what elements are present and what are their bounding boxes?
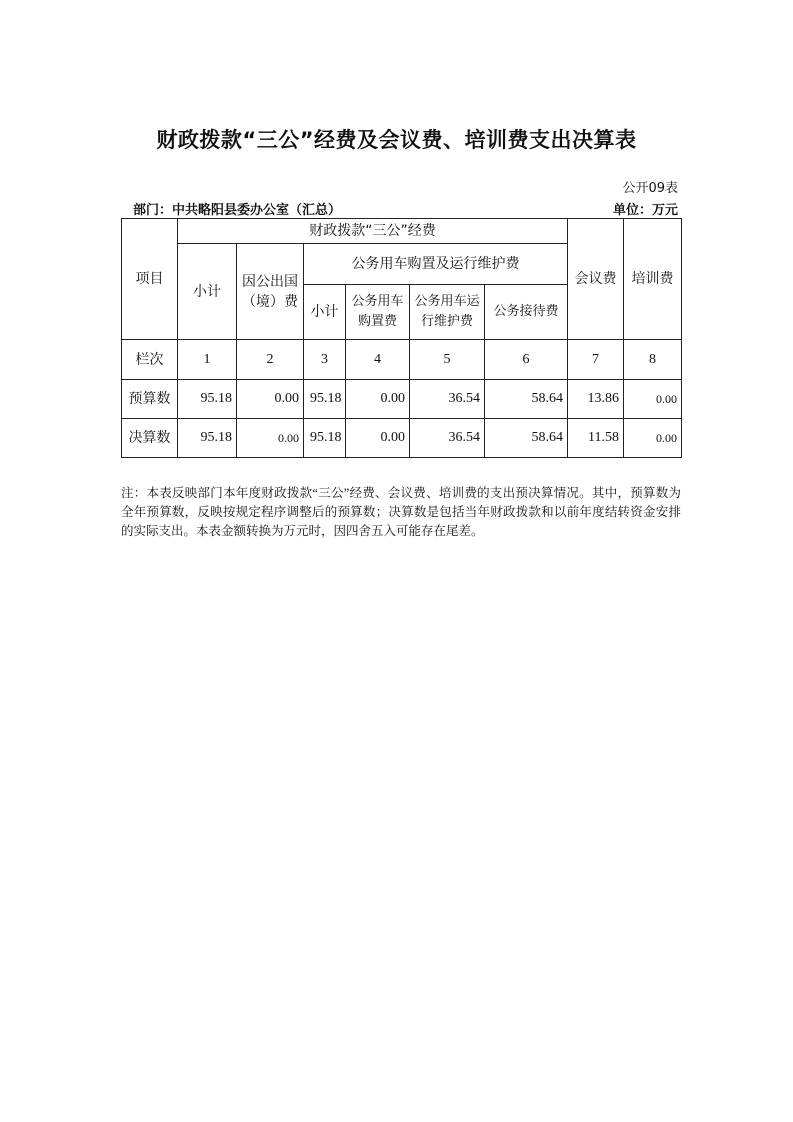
column-number: 7 xyxy=(568,340,624,380)
header-vehicle-subtotal: 小计 xyxy=(304,285,346,340)
table-cell: 13.86 xyxy=(568,380,624,419)
table-cell: 0.00 xyxy=(346,419,410,458)
table-row xyxy=(122,380,682,419)
table-cell: 36.54 xyxy=(410,419,485,458)
header-training: 培训费 xyxy=(624,219,682,340)
table-cell: 95.18 xyxy=(178,419,237,458)
table-cell: 58.64 xyxy=(485,419,568,458)
table-row xyxy=(122,419,682,458)
header-meeting: 会议费 xyxy=(568,219,624,340)
row-label: 决算数 xyxy=(122,419,178,458)
column-number: 8 xyxy=(624,340,682,380)
row-label: 预算数 xyxy=(122,380,178,419)
header-vehicle-operation: 公务用车运行维护费 xyxy=(410,285,485,340)
row-label: 栏次 xyxy=(122,340,178,380)
table-cell: 0.00 xyxy=(237,419,304,458)
table-cell: 0.00 xyxy=(624,419,682,458)
table-cell: 58.64 xyxy=(485,380,568,419)
department-label: 部门：中共略阳县委办公室（汇总） xyxy=(133,203,342,218)
header-vehicle-purchase: 公务用车购置费 xyxy=(346,285,410,340)
header-three-public-group: 财政拨款“三公”经费 xyxy=(178,219,568,244)
column-number: 4 xyxy=(346,340,410,380)
form-code: 公开09表 xyxy=(622,181,678,196)
table-cell: 0.00 xyxy=(624,380,682,419)
header-overseas: 因公出国（境）费 xyxy=(237,244,304,340)
table-cell: 95.18 xyxy=(304,380,346,419)
column-number: 6 xyxy=(485,340,568,380)
table-cell: 0.00 xyxy=(346,380,410,419)
footnote: 注：本表反映部门本年度财政拨款“三公”经费、会议费、培训费的支出预决算情况。其中，预算数为全年预算数，反映按规定程序调整后的预算数；决算数是包括当年财政拨款和以前年度结转资金安排的实际支出。本表金额转换为万元时，因四舍五入可能存在尾差。 xyxy=(121,486,681,538)
column-number: 3 xyxy=(304,340,346,380)
header-item: 项目 xyxy=(122,219,178,340)
column-number: 1 xyxy=(178,340,237,380)
table-cell: 95.18 xyxy=(304,419,346,458)
header-reception: 公务接待费 xyxy=(485,285,568,340)
page-title: 财政拨款“三公”经费及会议费、培训费支出决算表 xyxy=(156,128,637,152)
expenditure-table xyxy=(121,218,682,458)
column-number: 2 xyxy=(237,340,304,380)
table-cell: 36.54 xyxy=(410,380,485,419)
table-cell: 0.00 xyxy=(237,380,304,419)
column-number: 5 xyxy=(410,340,485,380)
header-subtotal: 小计 xyxy=(178,244,237,340)
header-vehicle-group: 公务用车购置及运行维护费 xyxy=(304,244,568,285)
unit-label: 单位：万元 xyxy=(612,203,678,218)
table-cell: 11.58 xyxy=(568,419,624,458)
table-cell: 95.18 xyxy=(178,380,237,419)
table-row xyxy=(122,340,682,380)
